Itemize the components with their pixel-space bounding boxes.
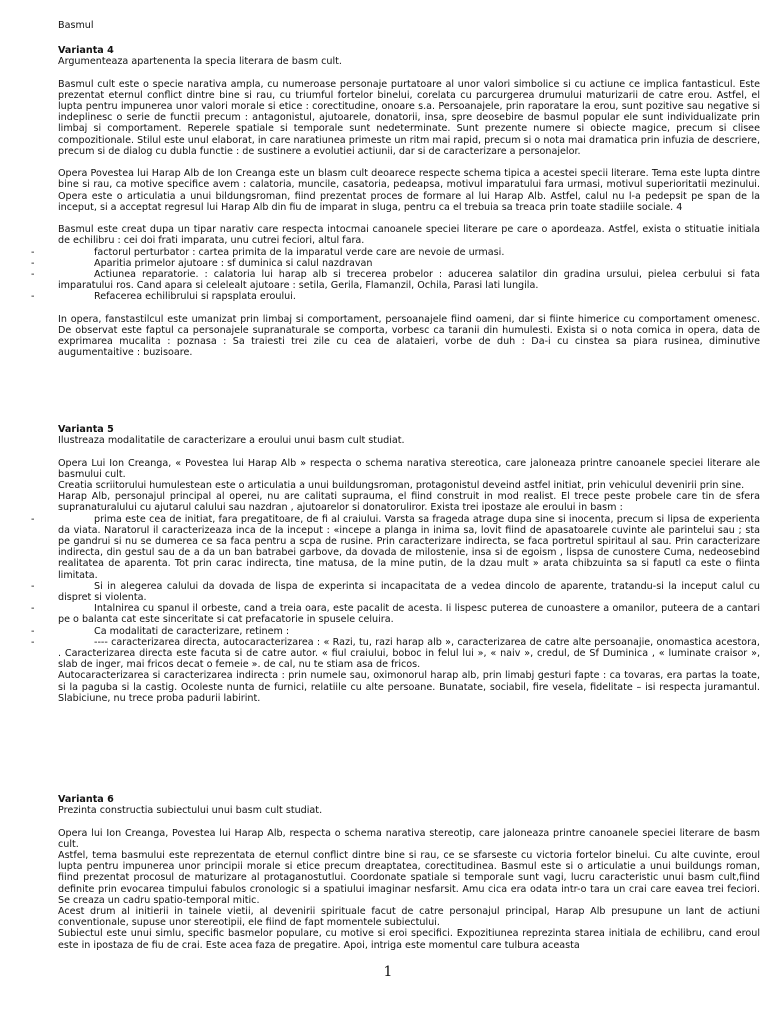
list-item: - Si in alegerea calului da dovada de lispa de experinta si incapacitata de a vedea dincolo de aparente, tratandu-si la inceput calul cu dispret si violenta. <box>31 580 760 604</box>
section-heading: Varianta 4 <box>58 45 114 56</box>
section-varianta-6 <box>58 794 760 951</box>
document-title: Basmul <box>58 20 94 31</box>
paragraph: Subiectul este unui simlu, specific basmelor populare, cu motive si eroi specifici. Expozitiunea reprezinta starea initiala de echilibru, cand eroul este in ipostaza de fiu de crai. Este acea faza de pregatire. Apoi, intriga este momentul care tulbura aceasta <box>58 928 760 951</box>
paragraph: Astfel, tema basmului este reprezentata de eternul conflict dintre bine si rau, ce se sfarseste cu victoria fortelor binelui. Cu alte cuvinte, eroul lupta pentru impunerea unor principii morale si etice precum dreaptatea, corectitudinea. Basmul este si o articulatie a unui buildungs roman, fiind prezentat procosul de maturizare al protaganostutlui. Coordonate spatiale si temporale sunt vagi, lucru caracteristic unui basm cult,fiind definite prin evocarea timpului fabulos cronologic si a spatiului imaginar nesfarsit. Amu cica era odata intr-o tara un crai care eavea trei feciori. Se creaza un cadru spatio-temporal mitic. <box>58 850 760 906</box>
paragraph: Basmul cult este o specie narativa ampla, cu numeroase personaje purtatoare al unor valori simbolice si cu actiune ce implica fantasticul. Este prezentat eternul conflict dintre bine si rau, cu triumful fortelor binelui, corelata cu parcurgerea drumului maturizarii de catre erou. Astfel, el lupta pentru impunerea unor valori morale si etice : corectitudine, onoare s.a. Persoanajele, prin raporatare la erou, sunt pozitive sau negative si indeplinesc o serie de functii precum : antagonistul, ajutoarele, donatorii, insa, spre deosebire de basmul popular ele sunt individualizate prin limbaj si comportament. Reperele spatiale si temporale sunt nedeterminate. Sunt prezente numere si obiecte magice, precum si clisee compozitionale. Stilul este unul elaborat, in care naratiunea primeste un ritm mai rapid, precum si o nota mai dramatica prin infuzia de descriere, precum si de dialog cu dubla functie : de sustinere a evolutiei actiunii, dar si de caracterizare a personajelor. <box>58 78 760 157</box>
section-varianta-4 <box>31 45 760 359</box>
paragraph: In opera, fanstastilcul este umanizat prin limbaj si comportament, persoanajele fiind oameni, dar si fiinte himerice cu comportament omenesc. De observat este faptul ca personajele supranaturale se comporta, vorbesc ca taranii din humulesti. Exista si o nota comica in opera, data de exprimarea mucalita : poznasa : Sa traiesti trei zile cu cea de alataieri, vorbe de duh : Da-i cu cinstea sa piara rusinea, diminutive augumentaitive : buzisoare. <box>58 313 760 359</box>
paragraph: Opera lui Ion Creanga, Povestea lui Harap Alb, respecta o schema narativa stereotip, care jaloneaza printre canoanele speciei literare de basm cult. <box>58 827 760 850</box>
paragraph: Opera Povestea lui Harap Alb de Ion Creanga este un blasm cult deoarece respecte schema tipica a acestei specii literare. Tema este lupta dintre bine si rau, ca motive specifice avem : calatoria, muncile, casatoria, pedeapsa, motivul imparatului fara urmasi, motivul superioritatii mezinului. Opera este o articulatia a unui bildungsroman, fiind prezentat proces de formare al lui Harap Alb. Astfel, calul nu l-a pedepsit pe span de la inceput, si a acceptat regresul lui Harap Alb din fiu de imparat in sluga, pentru ca el trebuia sa treaca prin toate stadiile sociale. 4 <box>58 168 760 213</box>
page-number: 1 <box>383 964 393 980</box>
paragraph: Acest drum al initierii in tainele vietii, al devenirii spirituale facut de catre personajul principal, Harap Alb presupune un lant de actiuni conventionale, supuse unor stereotipii, ele fiind de fapt momentele subiectului. <box>58 906 760 929</box>
paragraph: Basmul este creat dupa un tipar narativ care respecta intocmai canoanele speciei literare pe care o apordeaza. Astfel, exista o stituatie initiala de echilibru : cei doi frati imparata, unu cutrei feciori, altul fara. <box>58 224 760 247</box>
list-item: - ---- caracterizarea directa, autocaracterizarea : « Razi, tu, razi harap alb », caracterizarea de catre alte persoanajie, onomastica acestora, . Caracterizarea directa este facuta si de catre autor. « fiul craiului, boboc in felul lui », « naiv », credul, de Sf Duminica , « luminate craisor », slab de inger, mai fricos decat o femeie ». de cal, nu te stiam asa de fricos. <box>31 636 760 671</box>
paragraph: Creatia scriitorului humulestean este o articulatia a unui buildungsroman, protagonistul deveind astfel initiat, prin vehiculul devenirii prin sine. <box>58 480 745 491</box>
list-item: - prima este cea de initiat, fara pregatitoare, de fi al craiului. Varsta sa frageda atrage dupa sine si inocenta, precum si lipsa de experienta da viata. Naratorul il caracterizeaza inca de la inceput : «incepe a planga in inima sa, lovit fiind de apasatoarele cuvinte ale parintelui sau ; sta pe gandrui si nu se dumerea ce sa faca pentru a scpa de rusine. Prin caracterizare indirecta, se faca portretul spiritaul al sau. Prin caracterizare indirecta, din gestul sau de a da un ban batrabei garbove, da dovada de milostenie, insa si de egoism , lispsa de cunostere Cuma, nedeosebind realitatea de aparenta. Tot prin carac indirecta, tine matusa, de la mine putin, de la dzau mult » arata chibzuinta sa si faputl ca este o fiinta limitata. <box>31 513 760 581</box>
list-item: - Actiunea reparatorie. : calatoria lui harap alb si trecerea probelor : aducerea salatilor din gradina ursului, pielea cerbului si fata imparatului ros. Cand apara si celelealt ajutoare : setila, Gerila, Flamanzil, Ochila, Parasi lati lungila. <box>31 269 760 292</box>
section-subtitle: Ilustreaza modalitatile de caracterizare a eroului unui basm cult studiat. <box>58 435 405 447</box>
section-heading: Varianta 5 <box>58 424 114 435</box>
list-item: - Aparitia primelor ajutoare : sf duminica si calul nazdravan <box>31 257 373 269</box>
section-subtitle: Prezinta constructia subiectului unui basm cult studiat. <box>58 805 323 817</box>
list-item: - factorul perturbator : cartea primita de la imparatul verde care are nevoie de urmasi. <box>31 246 505 258</box>
paragraph: Harap Alb, personajul principal al operei, nu are calitati suprauma, el fiind construit in mod realist. El trece peste probele care tin de sfera supranaturalului cu ajutarul calului sau nazdran , ajutoarelor si donatoruliror. Exista trei ipostaze ale eroului in basm : <box>58 491 760 514</box>
section-subtitle: Argumenteaza apartenenta la specia literara de basm cult. <box>58 56 342 68</box>
paragraph: Opera Lui Ion Creanga, « Povestea lui Harap Alb » respecta o schema narativa stereotica, care jaloneaza printre canoanele speciei literare ale basmului cult. <box>58 457 760 480</box>
list-item: - Refacerea echilibrului si rapsplata eroului. <box>31 291 296 303</box>
list-item: - Intalnirea cu spanul il orbeste, cand a treia oara, este pacalit de acesta. Ii lispesc puterea de cunoastere a omanilor, puteera de a cantari pe o balanta cat este sinceritate si cat prefacatorie in spusele celuira. <box>31 603 760 626</box>
list-item: - Ca modalitati de caracterizare, retinem : <box>31 625 290 637</box>
paragraph: Autocaracterizarea si caracterizarea indirecta : prin numele sau, oximonorul harap alb, prin limabj gesturi fapte : ca tovaras, era partas la toate, si la paguba si la castig. Ocoleste nunta de furnici, relatiile cu alte persoane. Bunatate, sociabil, fire vesela, fidelitate – isi respecta juramantul. Slabiciune, nu trece proba padurii labirint. <box>58 670 760 704</box>
section-heading: Varianta 6 <box>58 794 114 805</box>
section-varianta-5 <box>31 424 760 704</box>
